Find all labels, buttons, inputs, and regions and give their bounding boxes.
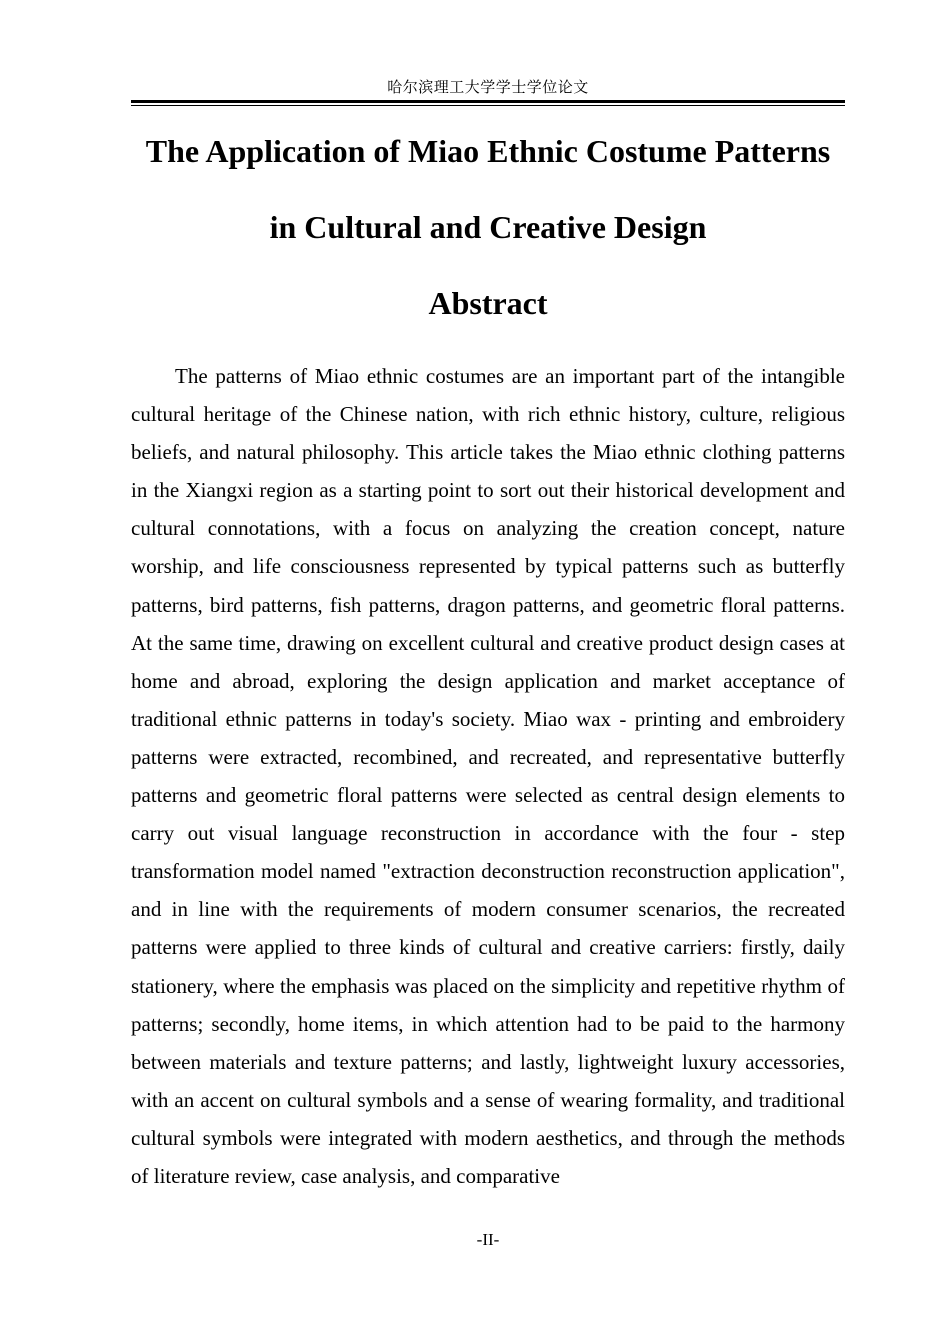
running-header: 哈尔滨理工大学学士学位论文 (387, 78, 589, 96)
abstract-body: The patterns of Miao ethnic costumes are an important part of the intangible cultural heritage of the Chinese nation, with rich ethnic history, culture, religious beliefs, and natural philosophy. This article takes the Miao ethnic clothing patterns in the Xiangxi region as a starting point to sort out their historical development and cultural connotations, with a focus on analyzing the creation concept, nature worship, and life consciousness represented by typical patterns such as butterfly patterns, bird patterns, fish patterns, dragon patterns, and geometric floral patterns. At the same time, drawing on excellent cultural and creative product design cases at home and abroad, exploring the design application and market acceptance of traditional ethnic patterns in today's society. Miao wax - printing and embroidery patterns were extracted, recombined, and recreated, and representative butterfly patterns and geometric floral patterns were selected as central design elements to carry out visual language reconstruction in accordance with the four - step transformation model named "extraction deconstruction reconstruction application", and in line with the requirements of modern consumer scenarios, the recreated patterns were applied to three kinds of cultural and creative carriers: firstly, daily stationery, where the emphasis was placed on the simplicity and repetitive rhythm of patterns; secondly, home items, in which attention had to be paid to the harmony between materials and texture patterns; and lastly, lightweight luxury accessories, with an accent on cultural symbols and a sense of wearing formality, and traditional cultural symbols were integrated with modern aesthetics, and through the methods of literature review, case analysis, and comparative (131, 364, 845, 1188)
page-number: -II- (476, 1230, 500, 1249)
thesis-title-line-2: in Cultural and Creative Design (269, 209, 707, 245)
abstract-heading: Abstract (428, 285, 548, 321)
thesis-title-line-1: The Application of Miao Ethnic Costume Patterns (145, 133, 831, 169)
header-rule-thin (131, 105, 845, 106)
header-rule-thick (131, 100, 845, 103)
